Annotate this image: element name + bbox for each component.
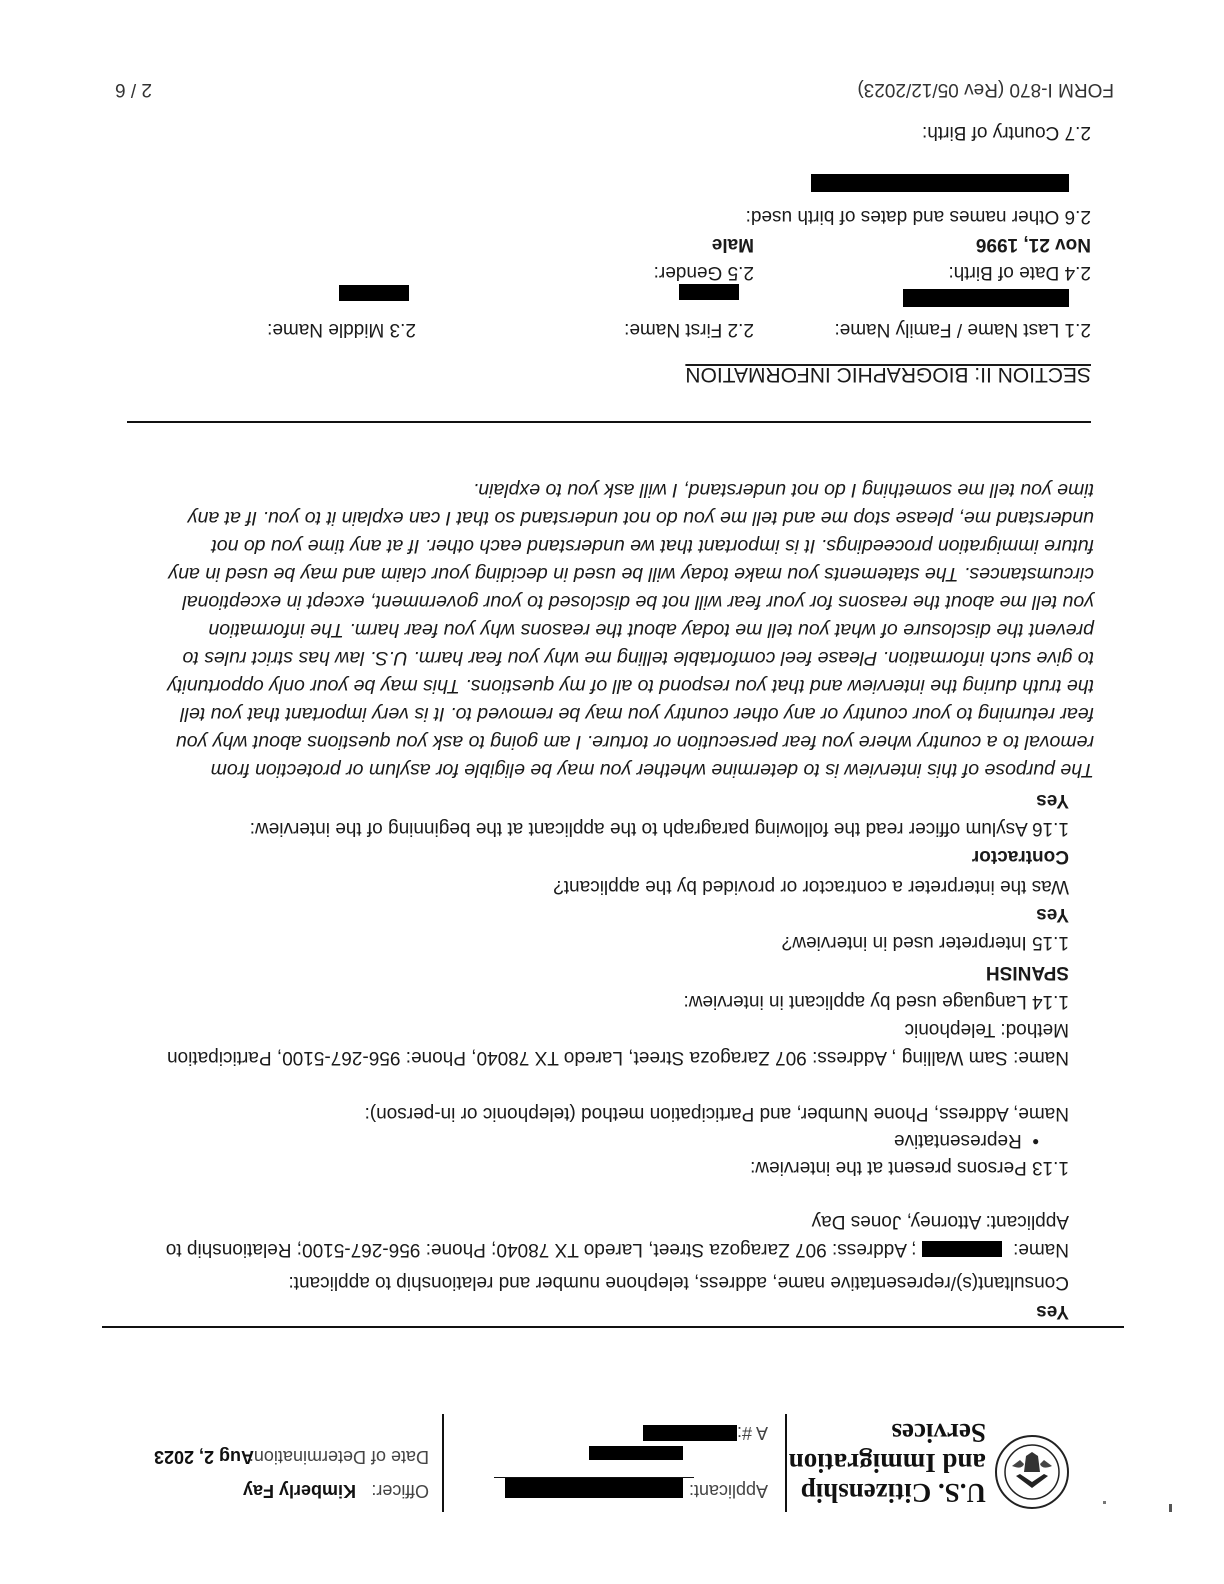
agency-name-line: and Immigration xyxy=(788,1448,986,1478)
paragraph-line: time you tell me something I do not understand, I will ask you to explain. xyxy=(472,479,1094,501)
section-title: SECTION II: BIOGRAPHIC INFORMATION xyxy=(685,363,1091,386)
paragraph-line: to give such information. Please feel comfortable telling me why you fear harm. U.S. law has strict rules to xyxy=(182,647,1094,669)
interpreter-source-question: Was the interpreter a contractor or provided by the applicant? xyxy=(553,876,1069,897)
paragraph-read-answer: Yes xyxy=(1036,790,1069,811)
gender-value: Male xyxy=(711,234,754,255)
paragraph-line: future immigration proceedings. It is important that we understand each other. If at any time you do not xyxy=(211,535,1094,557)
interpreter-source-answer: Contractor xyxy=(971,846,1069,867)
officer-label: Officer: xyxy=(371,1481,429,1501)
determination-date-label: Date of Determination: xyxy=(248,1447,429,1467)
country-of-birth-label: 2.7 Country of Birth: xyxy=(922,122,1091,143)
paragraph-line: circumstances. The statements you make today will be used in deciding your claim and may be used in any xyxy=(168,563,1094,585)
paragraph-line: you tell me about the reasons for your fear will not be disclosed to your government, except in exceptional xyxy=(182,591,1094,613)
redaction-box xyxy=(505,1478,683,1498)
paragraph-line: The purpose of this interview is to determine whether you may be eligible for asylum or protection from xyxy=(210,759,1094,781)
paragraph-line: the truth during the interview and that you respond to all of my questions. This may be your only opportunity xyxy=(167,675,1094,697)
interpreter-question: 1.15 Interpreter used in interview? xyxy=(781,932,1069,953)
last-name-label: 2.1 Last Name / Family Name: xyxy=(834,319,1091,340)
persons-present-role: Representative xyxy=(893,1130,1022,1151)
page-number: 2 / 6 xyxy=(115,79,152,100)
interview-purpose-paragraph xyxy=(134,476,1094,784)
header-divider xyxy=(442,1414,444,1512)
redaction-box xyxy=(339,285,409,301)
participation-method: Method: Telephonic xyxy=(904,1019,1069,1040)
redaction-box xyxy=(922,1241,1002,1257)
consultant-line xyxy=(166,1237,1069,1261)
redaction-box xyxy=(903,289,1069,307)
dhs-seal-icon xyxy=(994,1434,1070,1510)
bullet-icon: • xyxy=(1021,1130,1039,1151)
language-question: 1.14 Language used by applicant in interview: xyxy=(683,991,1069,1012)
persons-present-question: 1.13 Persons present at the interview: xyxy=(750,1157,1069,1178)
header-divider xyxy=(785,1414,787,1512)
persons-present-details: Name: Sam Walling , Address: 907 Zaragoza Street, Laredo TX 78040, Phone: 956-267-5100, Participation xyxy=(167,1047,1069,1068)
persons-present-bullet xyxy=(894,1128,1039,1152)
first-name-label: 2.2 First Name: xyxy=(624,319,754,340)
scan-speck xyxy=(1169,1504,1172,1512)
gender-label: 2.5 Gender: xyxy=(653,262,754,283)
interpreter-answer: Yes xyxy=(1036,904,1069,925)
officer-name: Kimberly Fay xyxy=(242,1481,356,1501)
paragraph-line: understand me, please stop me and tell me you do not understand so that I can explain it to you. If at any xyxy=(187,507,1094,529)
redaction-box xyxy=(811,174,1069,192)
paragraph-line: prevent the disclosure of what you tell me today about the reasons why you fear harm. The information xyxy=(208,619,1094,641)
scan-speck xyxy=(1103,1501,1106,1504)
representative-answer: Yes xyxy=(1036,1301,1069,1322)
dob-value: Nov 21, 1996 xyxy=(975,234,1091,255)
agency-name xyxy=(789,1418,986,1508)
middle-name-label: 2.3 Middle Name: xyxy=(267,319,416,340)
redaction-box xyxy=(679,284,739,300)
other-names-label: 2.6 Other names and dates of birth used: xyxy=(745,206,1091,227)
determination-date: Aug 2, 2023 xyxy=(153,1447,254,1467)
consultant-name-label: Name: xyxy=(1013,1239,1069,1260)
header-rule xyxy=(102,1326,1124,1328)
section-rule xyxy=(127,421,1091,423)
paragraph-line: fear returning to your country or any other country you may be removed to. It is very important that you tell xyxy=(180,703,1094,725)
language-answer: SPANISH xyxy=(985,962,1069,983)
consultant-details: ; Address: 907 Zaragoza Street, Laredo TX 78040; Phone: 956-267-5100; Relationship to xyxy=(165,1239,917,1260)
applicant-field-line xyxy=(494,1477,694,1478)
consultant-question: Consultant(s)/representative name, address, telephone number and relationship to applicant: xyxy=(288,1272,1069,1293)
agency-name-line: Services xyxy=(891,1418,986,1448)
persons-present-fields: Name, Address, Phone Number, and Participation method (telephonic or in-person): xyxy=(364,1103,1069,1124)
paragraph-read-question: 1.16 Asylum officer read the following paragraph to the applicant at the beginning of the interview: xyxy=(249,818,1069,839)
consultant-relationship: Applicant: Attorney, Jones Day xyxy=(811,1211,1069,1232)
dob-label: 2.4 Date of Birth: xyxy=(948,262,1091,283)
agency-name-line: U.S. Citizenship xyxy=(800,1478,986,1508)
a-number-label: A #: xyxy=(736,1423,768,1443)
redaction-box xyxy=(589,1446,683,1460)
redaction-box xyxy=(643,1425,737,1441)
applicant-label: Applicant: xyxy=(688,1481,768,1501)
form-identifier: FORM I-870 (Rev 05/12/2023) xyxy=(857,79,1114,100)
paragraph-line: removal to a country where you fear persecution or torture. I am going to ask you questions about why you xyxy=(175,731,1094,753)
